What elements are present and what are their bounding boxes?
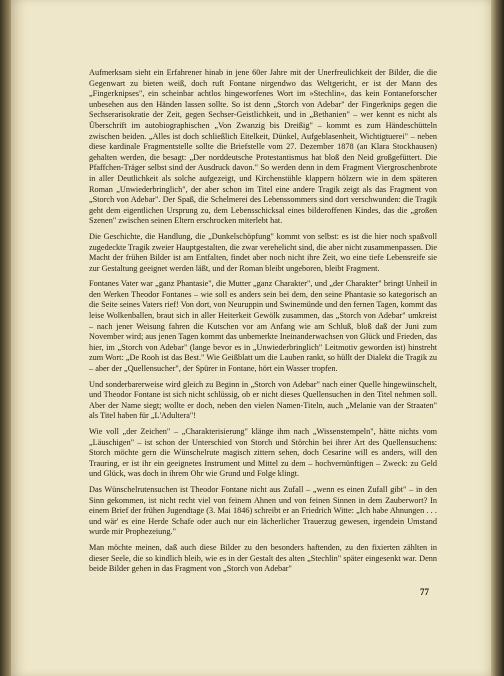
paragraph: Und sonderbarerweise wird gleich zu Beginn in „Storch von Adebar" nach einer Quelle hingewünschelt, und Theodor Fontane ist sich nicht schlüssig, ob er nicht dieses Quellensuchen in den Titel nehmen soll. Aber der Name siegt; wollte er doch, neben den vielen Namen-Titeln, auch „Melanie van der Straaten" als Titel haben für „L'Adultera"! [89,379,437,421]
paragraph: Fontanes Vater war „ganz Phantasie", die Mutter „ganz Charakter", und „der Charakter" bringt Unheil in den Werken Theodor Fontanes – wie soll es anders sein bei dem, den seine Phantasie so kategorisch an die Seite seines Vaters rief! Von dort, von Neuruppin und Swinemünde und den fernen Tagen, kommt das leise Wolkenballen, braut sich in aller Heiterkeit Gewölk zusammen, das „Storch von Adebar" umkreist – nach jener Weisung fahren die Kutschen vor am Anfang wie am Schluß, bloß daß der Juni zum November wird; aus jenen Tagen kommt das unbemerkte Ineinanderwachsen von Glück und Frieden, das hier, im „Storch von Adebar" (lange bevor es in „Unwiederbringlich" Leitmotiv geworden ist) hinstreht zum Wort: „De Rooh ist das Best." Wie Geißblatt um die Lauben rankt, so hüllt der Dialekt die Tragik zu – aber der „Quellensucher", der Spürer in Fontane, hört ein Wasser tropfen. [89,279,437,374]
paragraph: Die Geschichte, die Handlung, die „Dunkelschöpfung" kommt von selbst: es ist die hier noch spaßvoll zugedeckte Tragik zweier Hauptgestalten, die zwar verehelicht sind, die aber nicht zusammenpassen. Die Macht der frühen Bilder ist am Entfalten, findet aber noch nicht ihre Zeit, wo eine tiefe Lebensreife sie zur Gestaltung geeignet werden läßt, und der Roman bleibt ungeboren, bleibt Fragment. [89,231,437,273]
paragraph: Das Wünschelrutensuchen ist Theodor Fontane nicht aus Zufall – „wenn es einen Zufall gibt" – in den Sinn gekommen, ist nicht recht viel von feinem Ahnen und von feinen Sinnen in dem Zauberwort? In einem Brief der frühen Jugendtage (3. Mai 1846) schreibt er an Friedrich Witte: „Ich habe Ahnungen . . . und wär' es eine Herde Schafe oder auch nur ein lächerlicher Trauerzug gewesen, irgendein Umstand wurde mir Prophezeiung." [89,484,437,537]
page-edge-shadow [491,0,504,676]
paragraph: Wie voll „der Zeichen" – „Charakterisierung" klänge ihm nach „Wissenstempeln", hätte nichts vom „Läuschigen" – ist schon der Unterschied von Storch und Störchin bei ihrer Art des Quellensuchens: Storch möchte gern die Wünschelrute magisch zittern sehen, doch Cesarine will es anders, will den Trauring, er ist ihr ein geeignetes Instrument und Mittel zu dem – hochvernünftigen – Zweck: zu Geld und Glück, was doch in ihrem Ohr wie Grund und Folge klingt. [89,427,437,479]
body-text [89,68,437,580]
paragraph: Aufmerksam sieht ein Erfahrener hinab in jene 60er Jahre mit der Unerfreulichkeit der Bilder, die die Gegenwart zu bieten weiß, doch ruft Fontane nirgendwo das Weltgericht, er ist der Mann des „Fingerknipses", ein scheinbar achtlos hingeworfenes Wort im »Stechlin«, das kein Fontaneforscher unbesehen aus den Händen lassen sollte. So ist denn „Storch von Adebar" der Fingerknips gegen die Sechserarisokratie der Zeit, gegen Sechser-Geistlichkeit, und in „Bethanien" – wer kennt es nicht als Überschrift im autobiographischen „Von Zwanzig bis Dreißig" – kommt es zum Händeschütteln zwischen beiden. „Alles ist doch schließlich Eitelkeit, Dünkel, Aufgeblasenheit, Wichtigtuerei" – neben diese kardinale Fragmentstelle sollte die Briefstelle vom 27. Dezember 1878 (an Klara Stockhausen) gehalten werden, die besagt: „Der norddeutsche Protestantismus hat bloß den Neid großgefüttert. Die Pfaffchen-Träger selbst sind der Ausdruck davon." So werden denn in dem Fragment Viergroschenbrote in aller Deutlichkeit als solche aufgezeigt, und Kirchenstühle klappern hölzern wie in dem späteren Roman „Unwiederbringlich", der aber schon im Titel eine andere Tragik zeigt als das Fragment von „Storch von Adebar". Der Spaß, die Schelmerei des Lebenssommers sind dort verschwunden: die Tragik geht dem eigentlichen Ursprung zu, dem Lebensschicksal eines bilderoffenen Kindes, das die „großen Szenen" zwischen seinen Eltern erschrocken miterlebt hat. [89,68,437,226]
paragraph: Man möchte meinen, daß auch diese Bilder zu den besonders haftenden, zu den fixierten zählten in dieser Seele, die so kindlich bleib, wie es in der Gestalt des alten „Stechlin" später eingesenkt war. Denn beide Bilder gehen in das Fragment von „Storch von Adebar" [89,542,437,574]
book-page [11,0,492,676]
page-number: 77 [420,587,429,597]
